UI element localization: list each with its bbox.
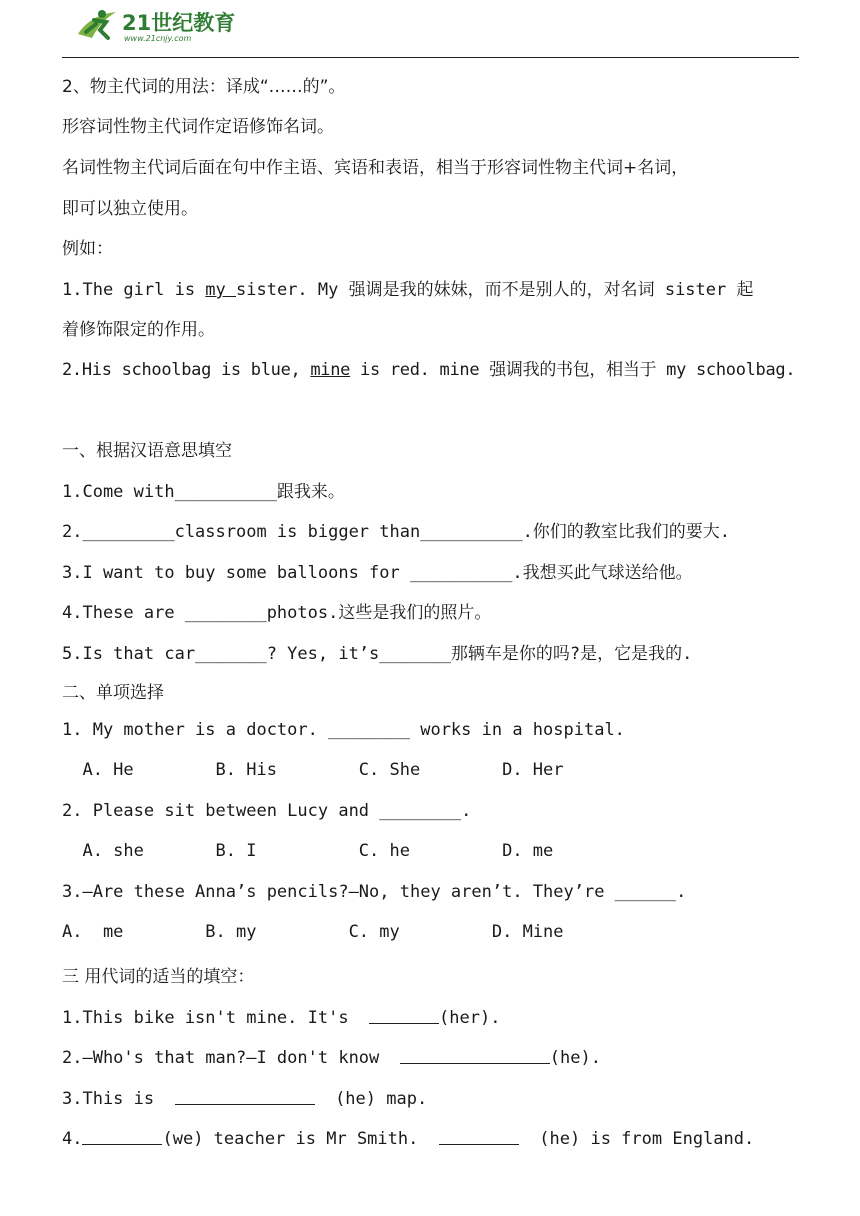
options-line: A. me B. my C. my D. Mine (62, 922, 564, 942)
exercise-line: 4.These are ________photos.这些是我们的照片。 (62, 603, 492, 623)
underlined-word: mine (310, 360, 351, 380)
answer-blank[interactable] (175, 1089, 315, 1105)
example-line-1: 1.The girl is my sister. My 强调是我的妹妹，而不是别人的，对名词 sister 起 (62, 280, 754, 300)
answer-blank[interactable] (400, 1048, 550, 1064)
answer-blank[interactable] (369, 1008, 439, 1024)
answer-blank[interactable] (439, 1129, 519, 1145)
fill-line: 1.This bike isn't mine. It's (her). (62, 1008, 501, 1028)
site-logo (72, 4, 242, 44)
underlined-word: my (205, 280, 237, 300)
section-title: 三 用代词的适当的填空： (62, 967, 255, 987)
fill-line: 2.—Who's that man?—I don't know (he). (62, 1048, 601, 1068)
question-line: 3.—Are these Anna’s pencils?—No, they aren’t. They’re ______. (62, 882, 687, 902)
text-line: 即可以独立使用。 (62, 199, 198, 219)
options-line: A. He B. His C. She D. Her (62, 760, 564, 780)
question-line: 1. My mother is a doctor. ________ works in a hospital. (62, 720, 625, 740)
text-line: 名词性物主代词后面在句中作主语、宾语和表语，相当于形容词性物主代词+名词， (62, 158, 689, 178)
exercise-line: 5.Is that car_______? Yes, it’s_______那辆车是你的吗?是，它是我的. (62, 644, 693, 664)
answer-blank[interactable] (82, 1129, 162, 1145)
fill-line: 4. (we) teacher is Mr Smith. (he) is from England. (62, 1129, 755, 1149)
header-divider (62, 57, 799, 58)
svg-text:21世纪教育: 21世纪教育 (122, 11, 236, 35)
text-line: 着修饰限定的作用。 (62, 320, 215, 340)
question-line: 2. Please sit between Lucy and ________. (62, 801, 472, 821)
page-header (0, 0, 860, 60)
svg-text:www.21cnjy.com: www.21cnjy.com (124, 34, 192, 43)
section-title: 二、单项选择 (62, 683, 164, 703)
section-title: 一、根据汉语意思填空 (62, 441, 232, 461)
text-line: 例如： (62, 239, 113, 259)
exercise-line: 3.I want to buy some balloons for __________.我想买此气球送给他。 (62, 563, 693, 583)
options-line: A. she B. I C. he D. me (62, 841, 554, 861)
fill-line: 3.This is (he) map. (62, 1089, 428, 1109)
exercise-line: 2._________classroom is bigger than__________.你们的教室比我们的要大. (62, 522, 731, 542)
example-line-2: 2.His schoolbag is blue, mine is red. mine 强调我的书包，相当于 my schoolbag. (62, 360, 796, 380)
running-figure-icon (78, 10, 116, 38)
exercise-line: 1.Come with__________跟我来。 (62, 482, 345, 502)
text-line: 形容词性物主代词作定语修饰名词。 (62, 117, 334, 137)
text-line: 2、物主代词的用法：译成“……的”。 (62, 77, 346, 97)
